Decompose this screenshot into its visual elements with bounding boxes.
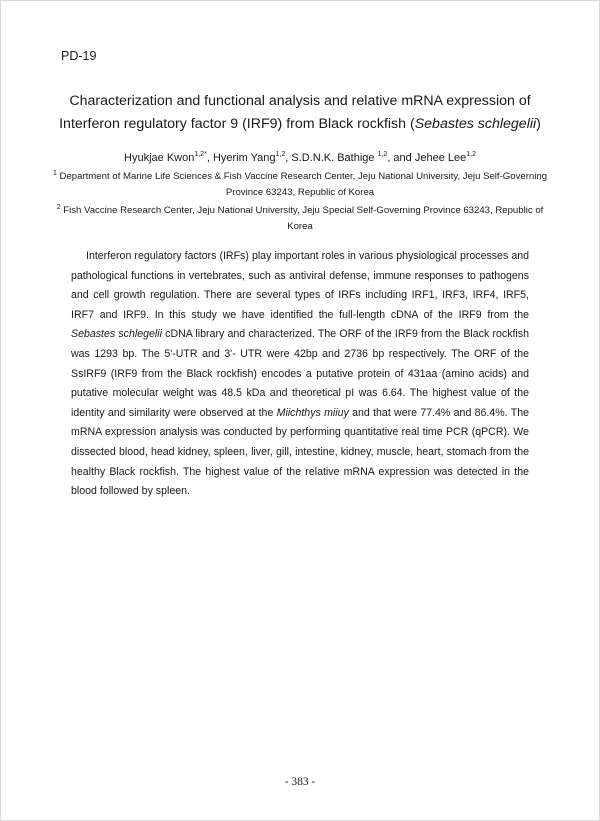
author-affiliation-mark: 1,2 xyxy=(377,151,388,158)
author-affiliation-mark: 1,2 xyxy=(466,151,476,158)
author-separator: , xyxy=(206,152,213,164)
abstract-part-1: Interferon regulatory factors (IRFs) play important roles in various physiological processes and pathological functions in vertebrates, such as antiviral defense, immune responses to pathogens and cell growth regulation. There are several types of IRFs including IRF1, IRF3, IRF4, IRF5, IRF7 and IRF9. In this study we have identified the full-length cDNA of the IRF9 from the xyxy=(71,250,529,321)
author-affiliation-mark: 1,2 xyxy=(275,151,286,158)
affiliation-text: Department of Marine Life Sciences & Fish Vaccine Research Center, Jeju National University, Jeju Self-Governing Province 63243, Republic of Korea xyxy=(56,171,548,198)
affiliation-number: 1 xyxy=(52,170,57,177)
title-species: Sebastes schlegelii xyxy=(414,116,537,132)
abstract-species-2: Miichthys miiuy xyxy=(276,406,349,419)
title-main: Characterization and functional analysis and relative mRNA expression of Interferon regulatory factor 9 (IRF9) from Black rockfish ( xyxy=(59,93,531,132)
affiliation-number: 2 xyxy=(56,204,61,211)
affiliation-text: Fish Vaccine Research Center, Jeju National University, Jeju Special Self-Governing Province 63243, Republic of Korea xyxy=(60,205,544,232)
author-separator: , and xyxy=(387,152,415,164)
page-number: - 383 - xyxy=(284,776,316,788)
title-end: ) xyxy=(536,116,541,132)
author-name: Jehee Lee xyxy=(414,152,467,164)
author-name: Hyerim Yang xyxy=(212,152,276,164)
author-affiliation-mark: 1,2* xyxy=(194,151,207,158)
abstract-species: Sebastes schlegelii xyxy=(71,328,162,341)
author-name: S.D.N.K. Bathige xyxy=(291,152,378,164)
author-name: Hyukjae Kwon xyxy=(124,152,195,164)
presentation-code: PD-19 xyxy=(61,49,97,63)
abstract-paragraph xyxy=(71,247,529,502)
abstract-part-2: cDNA library and characterized. The ORF of the IRF9 from the Black rockfish was 1293 bp. The 5'-UTR and 3'- UTR were 42bp and 2736 bp respectively. The ORF of the SsIRF9 (IRF9 from the Black rockfish) encodes a putative protein of 431aa (amino acids) and putative molecular weight was 48.5 kDa and theoretical pI was 6.64. The highest value of the identity and similarity were observed at the xyxy=(71,328,529,419)
author-list xyxy=(40,150,560,166)
abstract-part-3: and that were 77.4% and 86.4%. The mRNA expression analysis was conducted by performing quantitative real time PCR (qPCR). We dissected blood, head kidney, spleen, liver, gill, intestine, kidney, muscle, heart, stomach from the healthy Black rockfish. The highest value of the relative mRNA expression was detected in the blood followed by spleen. xyxy=(71,406,529,498)
affiliation-2 xyxy=(50,203,550,235)
affiliation-1 xyxy=(50,169,550,201)
paper-title xyxy=(55,90,545,136)
author-separator: , xyxy=(285,152,292,164)
